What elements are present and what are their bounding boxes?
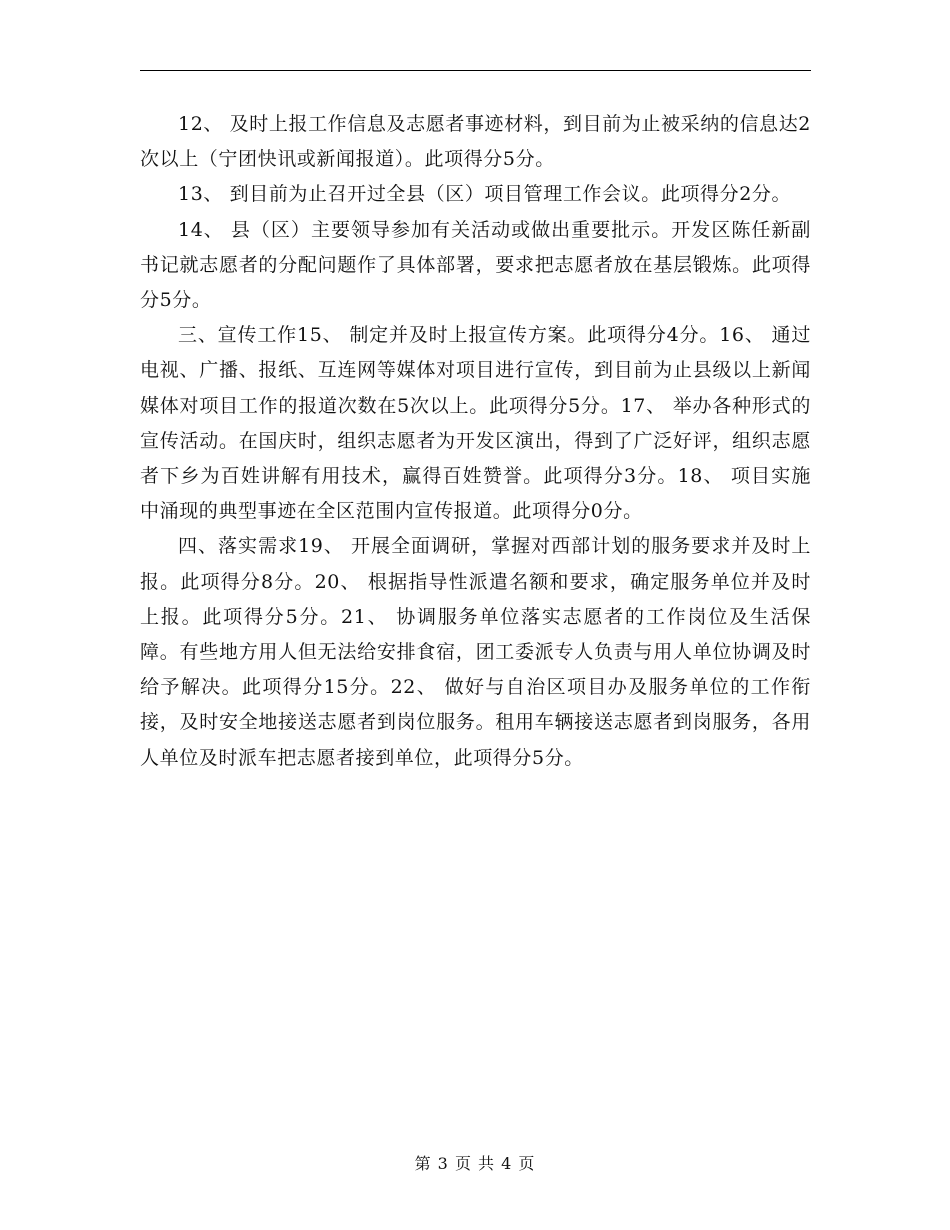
page-footer: 第 3 页 共 4 页 — [414, 1154, 536, 1173]
paragraph-publicity-work: 三、宣传工作15、 制定并及时上报宣传方案。此项得分4分。16、 通过电视、广播、报纸、互连网等媒体对项目进行宣传，到目前为止县级以上新闻媒体对项目工作的报道次数在5次以上。此项得分5分。17、 举办各种形式的宣传活动。在国庆时，组织志愿者为开发区演出，得到了广泛好评，组织志愿者下乡为百姓讲解有用技术，赢得百姓赞誉。此项得分3分。18、 项目实施中涌现的典型事迹在全区范围内宣传报道。此项得分0分。 — [140, 324, 811, 523]
document-body — [140, 107, 811, 776]
paragraph-implement-needs: 四、落实需求19、 开展全面调研，掌握对西部计划的服务要求并及时上报。此项得分8分。20、 根据指导性派遣名额和要求，确定服务单位并及时上报。此项得分5分。21、 协调服务单位落实志愿者的工作岗位及生活保障。有些地方用人但无法给安排食宿，团工委派专人负责与用人单位协调及时给予解决。此项得分15分。22、 做好与自治区项目办及服务单位的工作衔接，及时安全地接送志愿者到岗位服务。租用车辆接送志愿者到岗服务，各用人单位及时派车把志愿者接到单位，此项得分5分。 — [140, 535, 811, 769]
paragraph-item-13: 13、 到目前为止召开过全县（区）项目管理工作会议。此项得分2分。 — [178, 183, 792, 206]
header-rule — [140, 70, 811, 71]
paragraph-item-14: 14、 县（区）主要领导参加有关活动或做出重要批示。开发区陈任新副书记就志愿者的分配问题作了具体部署，要求把志愿者放在基层锻炼。此项得分5分。 — [140, 218, 811, 312]
paragraph-item-12: 12、 及时上报工作信息及志愿者事迹材料，到目前为止被采纳的信息达2次以上（宁团快讯或新闻报道）。此项得分5分。 — [140, 113, 811, 171]
